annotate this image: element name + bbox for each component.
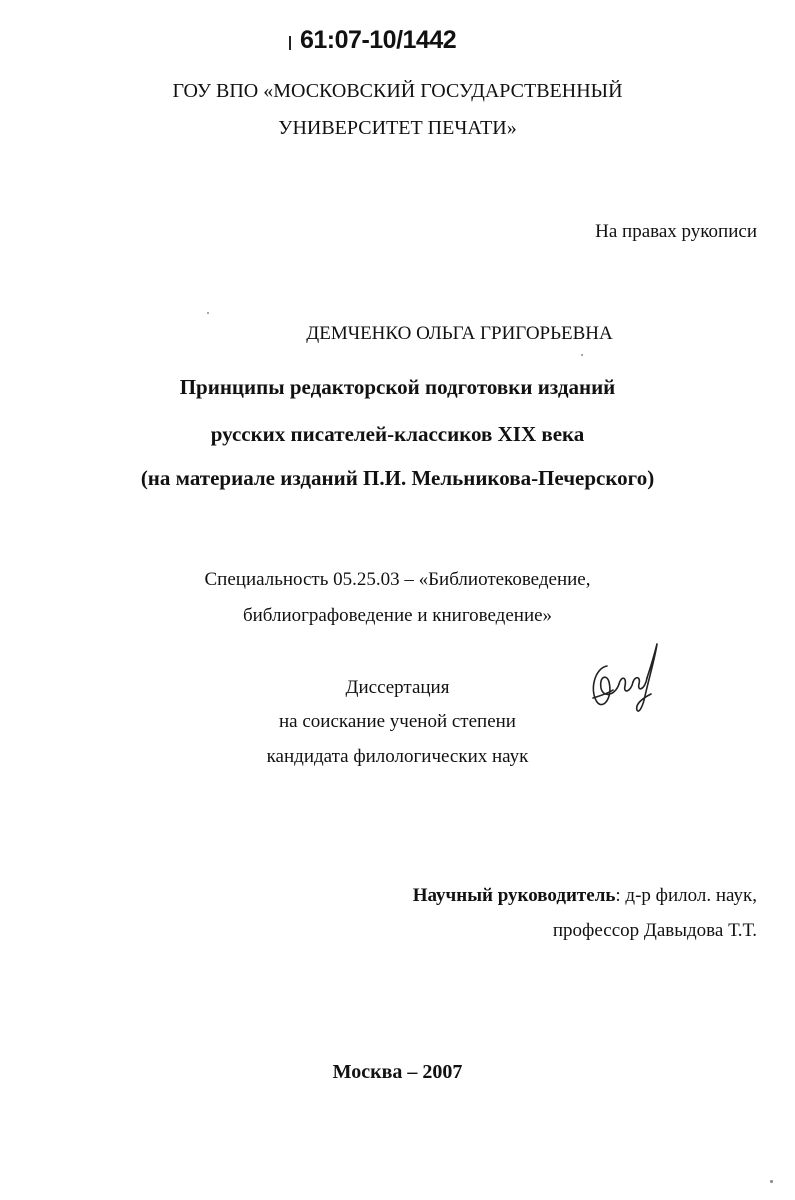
archive-number: 61:07-10/1442 <box>300 26 457 54</box>
scan-speck <box>581 354 583 356</box>
scan-speck <box>770 1180 773 1183</box>
scan-speck <box>207 312 209 314</box>
degree-line-2: на соискание ученой степени <box>279 711 516 732</box>
organization-line-2: УНИВЕРСИТЕТ ПЕЧАТИ» <box>278 117 517 139</box>
scan-mark <box>289 36 291 50</box>
supervisor-degree: : д-р филол. наук, <box>615 885 757 906</box>
specialty-line-2: библиографоведение и книговедение» <box>242 605 553 626</box>
rights-note: На правах рукописи <box>595 221 757 242</box>
degree-line-3: кандидата филологических наук <box>266 746 529 767</box>
city-year: Москва – 2007 <box>332 1061 463 1083</box>
supervisor-line-1 <box>413 885 757 907</box>
handwritten-signature-icon <box>585 638 665 718</box>
degree-line-1: Диссертация <box>345 677 450 698</box>
title-line-3: (на материале изданий П.И. Мельникова-Печерского) <box>140 466 655 490</box>
supervisor-label: Научный руководитель <box>412 885 616 906</box>
author-name: ДЕМЧЕНКО ОЛЬГА ГРИГОРЬЕВНА <box>306 323 613 344</box>
supervisor-line-2: профессор Давыдова Т.Т. <box>552 920 757 941</box>
organization-line-1: ГОУ ВПО «МОСКОВСКИЙ ГОСУДАРСТВЕННЫЙ <box>172 80 623 102</box>
title-line-2: русских писателей-классиков XIX века <box>210 422 585 446</box>
specialty-line-1: Специальность 05.25.03 – «Библиотековедение, <box>204 569 591 590</box>
title-line-1: Принципы редакторской подготовки изданий <box>179 375 616 399</box>
